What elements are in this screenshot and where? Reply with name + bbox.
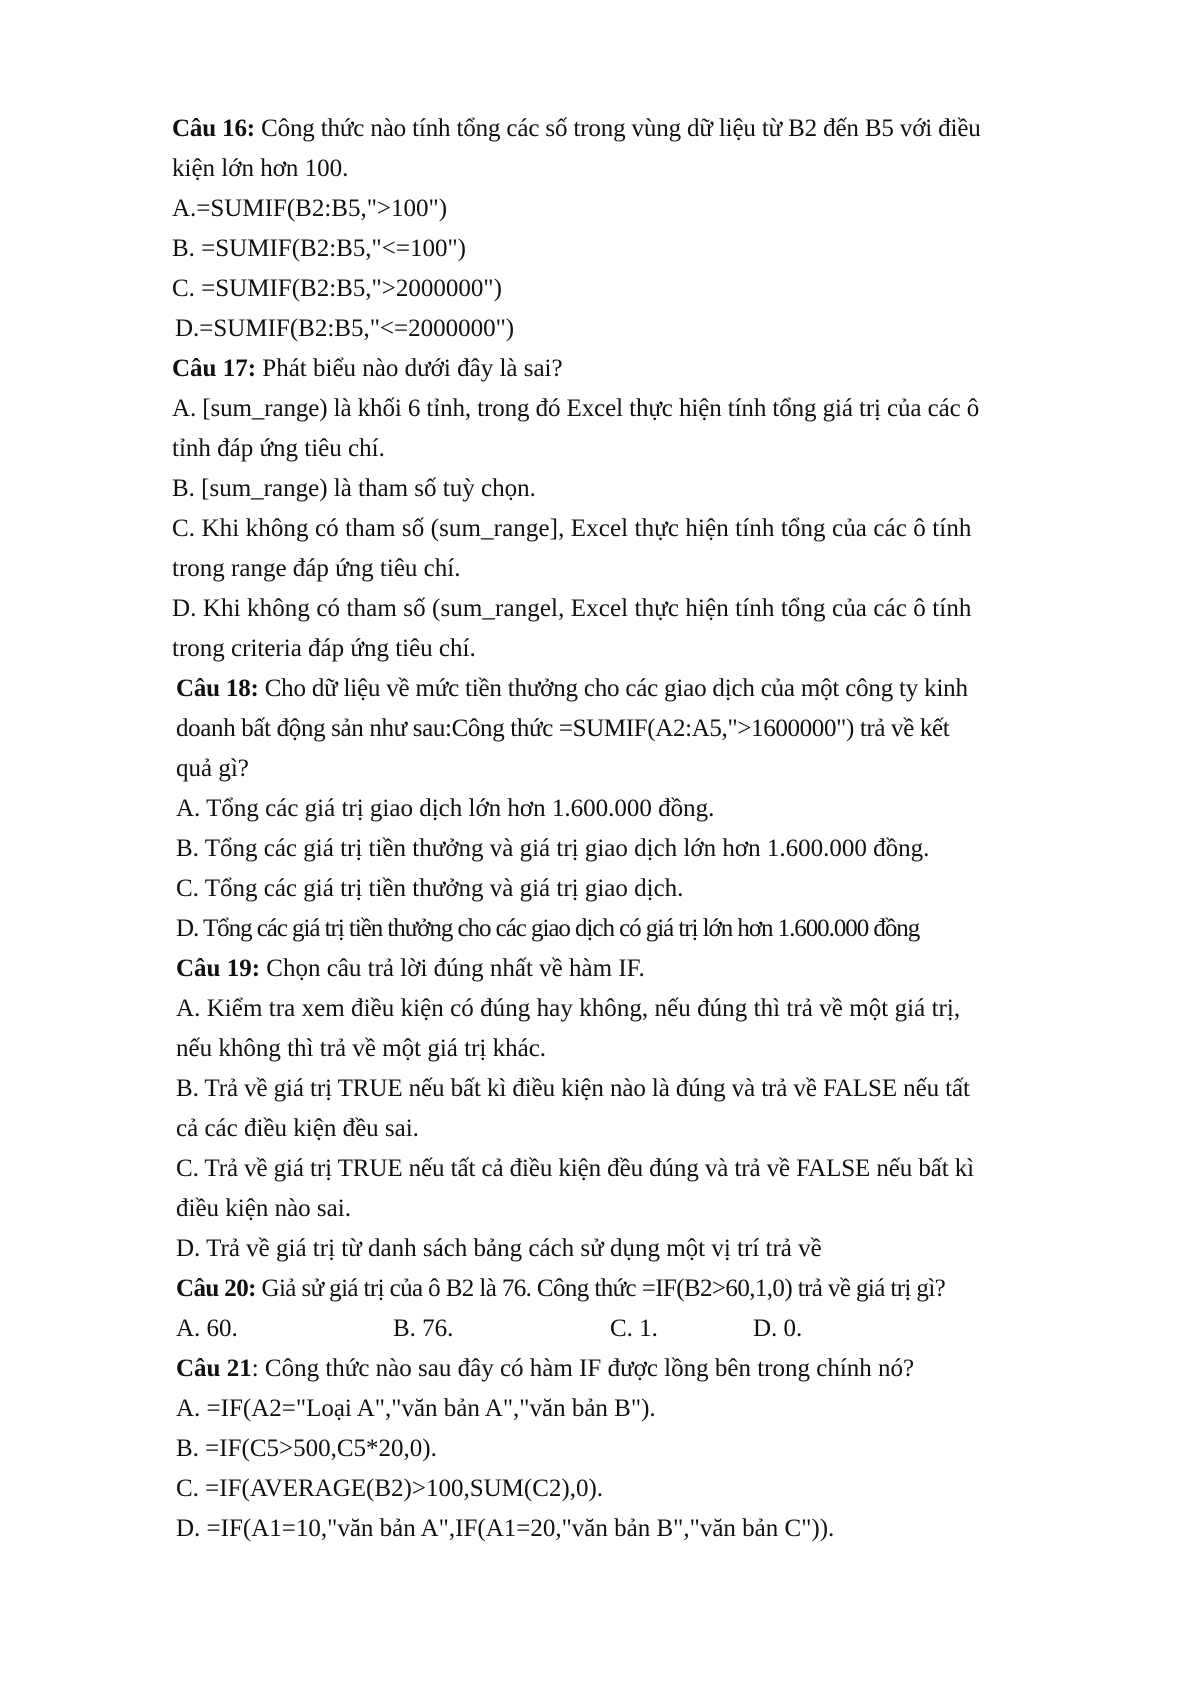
question-18-option-a: A. Tổng các giá trị giao dịch lớn hơn 1.600.000 đồng. <box>176 795 715 822</box>
question-17-text: Phát biểu nào dưới đây là sai? <box>256 355 563 382</box>
question-19-option-d: D. Trả về giá trị từ danh sách bảng cách sử dụng một vị trí trả về <box>176 1235 822 1262</box>
question-16-label: Câu 16: <box>172 115 255 142</box>
question-17-option-b: B. [sum_range) là tham số tuỳ chọn. <box>172 475 536 502</box>
question-21-option-a: A. =IF(A2="Loại A","văn bản A","văn bản B"). <box>176 1395 656 1422</box>
question-19-option-c-line-2: điều kiện nào sai. <box>176 1195 351 1222</box>
question-17-option-c-line-1: C. Khi không có tham số (sum_range], Excel thực hiện tính tổng của các ô tính <box>172 515 972 542</box>
question-19-text: Chọn câu trả lời đúng nhất về hàm IF. <box>260 955 645 982</box>
question-17-option-c-line-2: trong range đáp ứng tiêu chí. <box>172 555 461 582</box>
question-20-option-b: B. 76. <box>393 1315 454 1342</box>
question-17-option-d-line-1: D. Khi không có tham số (sum_rangel, Excel thực hiện tính tổng của các ô tính <box>172 595 972 622</box>
question-20-option-a: A. 60. <box>176 1315 238 1342</box>
question-21-line-1 <box>176 1352 914 1386</box>
question-20-options <box>0 1312 1190 1346</box>
question-18-option-d: D. Tổng các giá trị tiền thưởng cho các giao dịch có giá trị lớn hơn 1.600.000 đồng <box>176 915 920 942</box>
question-18-option-b: B. Tổng các giá trị tiền thưởng và giá trị giao dịch lớn hơn 1.600.000 đồng. <box>176 835 930 862</box>
question-19-option-b-line-2: cả các điều kiện đều sai. <box>176 1115 419 1142</box>
question-20-label: Câu 20: <box>176 1275 256 1302</box>
question-19-line-1 <box>176 952 645 986</box>
question-16-option-d: D.=SUMIF(B2:B5,"<=2000000") <box>175 315 515 342</box>
question-17-label: Câu 17: <box>172 355 257 382</box>
question-18-label: Câu 18: <box>176 675 259 702</box>
question-16-option-b: B. =SUMIF(B2:B5,"<=100") <box>172 235 466 262</box>
question-18-option-c: C. Tổng các giá trị tiền thưởng và giá trị giao dịch. <box>176 875 684 902</box>
question-17-option-a-line-1: A. [sum_range) là khối 6 tỉnh, trong đó Excel thực hiện tính tổng giá trị của các ô <box>172 395 980 422</box>
question-17-option-d-line-2: trong criteria đáp ứng tiêu chí. <box>172 635 476 662</box>
question-21-text: : Công thức nào sau đây có hàm IF được lồng bên trong chính nó? <box>251 1355 915 1382</box>
question-19-option-c-line-1: C. Trả về giá trị TRUE nếu tất cả điều kiện đều đúng và trả về FALSE nếu bất kì <box>176 1155 974 1182</box>
question-18-line-1 <box>176 672 968 706</box>
question-21-option-c: C. =IF(AVERAGE(B2)>100,SUM(C2),0). <box>176 1475 604 1502</box>
question-18-text: Cho dữ liệu về mức tiền thưởng cho các giao dịch của một công ty kinh <box>258 675 968 702</box>
question-16-text: Công thức nào tính tổng các số trong vùng dữ liệu từ B2 đến B5 với điều <box>254 115 981 142</box>
question-16-line-2: kiện lớn hơn 100. <box>172 155 349 182</box>
question-17-line-1 <box>172 352 563 386</box>
question-18-line-2: doanh bất động sản như sau:Công thức =SUMIF(A2:A5,">1600000") trả về kết <box>176 715 950 742</box>
question-20-line-1 <box>176 1272 945 1306</box>
question-20-option-c: C. 1. <box>610 1315 658 1342</box>
question-16-option-c: C. =SUMIF(B2:B5,">2000000") <box>172 275 502 302</box>
question-21-option-d: D. =IF(A1=10,"văn bản A",IF(A1=20,"văn bản B","văn bản C")). <box>176 1515 835 1542</box>
question-19-option-a-line-1: A. Kiểm tra xem điều kiện có đúng hay không, nếu đúng thì trả về một giá trị, <box>176 995 961 1022</box>
question-20-text: Giả sử giá trị của ô B2 là 76. Công thức =IF(B2>60,1,0) trả về giá trị gì? <box>255 1275 946 1302</box>
question-18-line-3: quả gì? <box>176 755 249 782</box>
question-20-option-d: D. 0. <box>753 1315 803 1342</box>
question-17-option-a-line-2: tỉnh đáp ứng tiêu chí. <box>172 435 385 462</box>
question-19-option-a-line-2: nếu không thì trả về một giá trị khác. <box>176 1035 547 1062</box>
question-16-line-1 <box>172 112 981 146</box>
question-16-option-a: A.=SUMIF(B2:B5,">100") <box>172 195 448 222</box>
question-21-option-b: B. =IF(C5>500,C5*20,0). <box>176 1435 437 1462</box>
question-21-label: Câu 21 <box>176 1355 252 1382</box>
question-19-option-b-line-1: B. Trả về giá trị TRUE nếu bất kì điều kiện nào là đúng và trả về FALSE nếu tất <box>176 1075 970 1102</box>
question-19-label: Câu 19: <box>176 955 261 982</box>
